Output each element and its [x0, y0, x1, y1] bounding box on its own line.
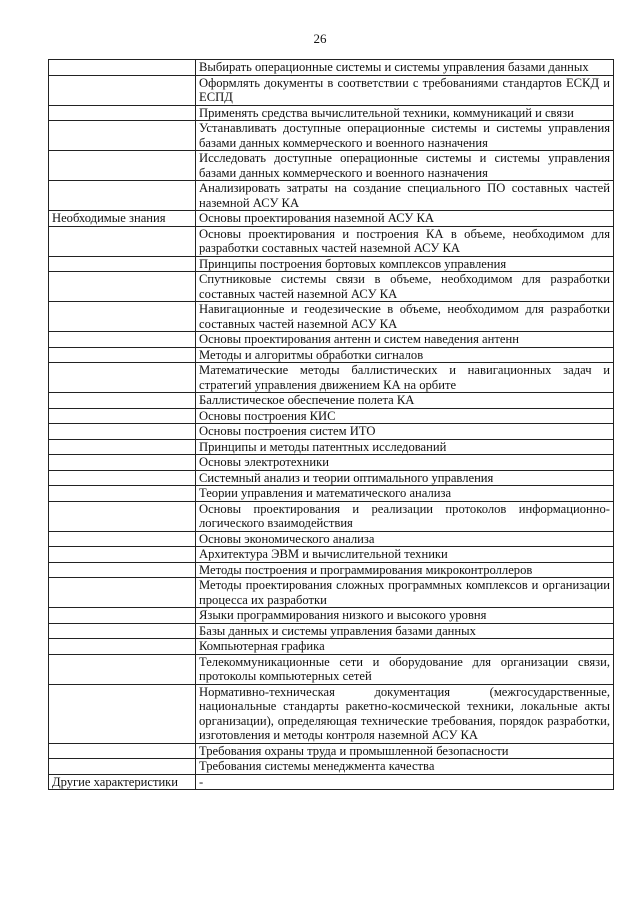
row-item-cell: Телекоммуникационные сети и оборудование для организации связи, протоколы компьютерных сетей [196, 654, 614, 684]
row-item-cell: Основы проектирования антенн и систем наведения антенн [196, 332, 614, 348]
knowledge-row [49, 639, 614, 655]
knowledge-row [49, 501, 614, 531]
row-item-cell: Требования охраны труда и промышленной безопасности [196, 743, 614, 759]
row-item-cell: Основы электротехники [196, 455, 614, 471]
skill-row [49, 75, 614, 105]
row-item-cell: Теории управления и математического анализа [196, 486, 614, 502]
row-label-cell [49, 105, 196, 121]
knowledge-row [49, 531, 614, 547]
row-label-cell [49, 181, 196, 211]
knowledge-row [49, 226, 614, 256]
row-label-cell [49, 363, 196, 393]
row-label-cell [49, 332, 196, 348]
row-item-cell: Методы и алгоритмы обработки сигналов [196, 347, 614, 363]
requirements-table [48, 59, 614, 790]
row-label-cell [49, 470, 196, 486]
skill-row [49, 181, 614, 211]
row-item-cell: Оформлять документы в соответствии с требованиями стандартов ЕСКД и ЕСПД [196, 75, 614, 105]
row-item-cell: Нормативно-техническая документация (межгосударственные, национальные стандарты ракетно-космической техники, локальные акты организации), определяющая технические требования, порядок разработки, изготовления и методы контроля наземной АСУ КА [196, 684, 614, 743]
row-label-cell [49, 439, 196, 455]
row-label-cell [49, 75, 196, 105]
row-label-cell [49, 578, 196, 608]
knowledge-row [49, 486, 614, 502]
row-item-cell: - [196, 774, 614, 790]
knowledge-row [49, 332, 614, 348]
row-label-cell [49, 455, 196, 471]
row-label-cell [49, 121, 196, 151]
knowledge-row [49, 759, 614, 775]
row-item-cell: Исследовать доступные операционные системы и системы управления базами данных коммерческого и военного назначения [196, 151, 614, 181]
knowledge-row [49, 363, 614, 393]
row-label-cell [49, 684, 196, 743]
knowledge-row [49, 623, 614, 639]
row-item-cell: Баллистическое обеспечение полета КА [196, 393, 614, 409]
row-label-cell [49, 547, 196, 563]
row-label-cell [49, 272, 196, 302]
row-label-cell [49, 639, 196, 655]
knowledge-row [49, 439, 614, 455]
row-label-cell [49, 486, 196, 502]
row-label-cell [49, 151, 196, 181]
knowledge-row [49, 547, 614, 563]
row-label-cell [49, 424, 196, 440]
row-label-cell: Необходимые знания [49, 211, 196, 227]
row-item-cell: Выбирать операционные системы и системы управления базами данных [196, 60, 614, 76]
row-label-cell: Другие характеристики [49, 774, 196, 790]
knowledge-row [49, 408, 614, 424]
skill-row [49, 151, 614, 181]
row-label-cell [49, 226, 196, 256]
row-label-cell [49, 302, 196, 332]
row-item-cell: Основы построения систем ИТО [196, 424, 614, 440]
row-item-cell: Математические методы баллистических и навигационных задач и стратегий управления движением КА на орбите [196, 363, 614, 393]
row-label-cell [49, 393, 196, 409]
row-label-cell [49, 759, 196, 775]
knowledge-row [49, 302, 614, 332]
row-item-cell: Системный анализ и теории оптимального управления [196, 470, 614, 486]
page-number: 26 [313, 31, 327, 46]
knowledge-row [49, 578, 614, 608]
row-item-cell: Основы проектирования и реализации протоколов информационно-логического взаимодействия [196, 501, 614, 531]
row-item-cell: Методы построения и программирования микроконтроллеров [196, 562, 614, 578]
knowledge-row [49, 455, 614, 471]
row-item-cell: Основы проектирования наземной АСУ КА [196, 211, 614, 227]
row-label-cell [49, 654, 196, 684]
knowledge-row [49, 424, 614, 440]
knowledge-row [49, 654, 614, 684]
skill-row [49, 121, 614, 151]
row-item-cell: Основы проектирования и построения КА в объеме, необходимом для разработки составных частей наземной АСУ КА [196, 226, 614, 256]
requirements-table-body [49, 60, 614, 790]
row-label-cell [49, 347, 196, 363]
row-item-cell: Компьютерная графика [196, 639, 614, 655]
skill-row [49, 105, 614, 121]
knowledge-row [49, 347, 614, 363]
row-label-cell [49, 562, 196, 578]
row-label-cell [49, 531, 196, 547]
knowledge-row [49, 393, 614, 409]
knowledge-row [49, 743, 614, 759]
other-row [49, 774, 614, 790]
knowledge-row [49, 608, 614, 624]
row-item-cell: Устанавливать доступные операционные системы и системы управления базами данных коммерческого и военного назначения [196, 121, 614, 151]
row-item-cell: Основы экономического анализа [196, 531, 614, 547]
knowledge-row [49, 684, 614, 743]
knowledge-row [49, 562, 614, 578]
knowledge-row [49, 470, 614, 486]
row-item-cell: Принципы построения бортовых комплексов управления [196, 256, 614, 272]
row-item-cell: Применять средства вычислительной техники, коммуникаций и связи [196, 105, 614, 121]
row-item-cell: Архитектура ЭВМ и вычислительной техники [196, 547, 614, 563]
knowledge-row [49, 256, 614, 272]
skill-row [49, 60, 614, 76]
row-item-cell: Основы построения КИС [196, 408, 614, 424]
row-label-cell [49, 60, 196, 76]
row-label-cell [49, 623, 196, 639]
row-item-cell: Методы проектирования сложных программных комплексов и организации процесса их разработки [196, 578, 614, 608]
row-item-cell: Языки программирования низкого и высокого уровня [196, 608, 614, 624]
row-label-cell [49, 608, 196, 624]
row-item-cell: Навигационные и геодезические в объеме, необходимом для разработки составных частей наземной АСУ КА [196, 302, 614, 332]
knowledge-row [49, 272, 614, 302]
row-label-cell [49, 256, 196, 272]
row-item-cell: Спутниковые системы связи в объеме, необходимом для разработки составных частей наземной АСУ КА [196, 272, 614, 302]
row-item-cell: Базы данных и системы управления базами данных [196, 623, 614, 639]
knowledge-row [49, 211, 614, 227]
row-item-cell: Анализировать затраты на создание специального ПО составных частей наземной АСУ КА [196, 181, 614, 211]
row-label-cell [49, 501, 196, 531]
row-item-cell: Принципы и методы патентных исследований [196, 439, 614, 455]
row-label-cell [49, 743, 196, 759]
row-item-cell: Требования системы менеджмента качества [196, 759, 614, 775]
row-label-cell [49, 408, 196, 424]
